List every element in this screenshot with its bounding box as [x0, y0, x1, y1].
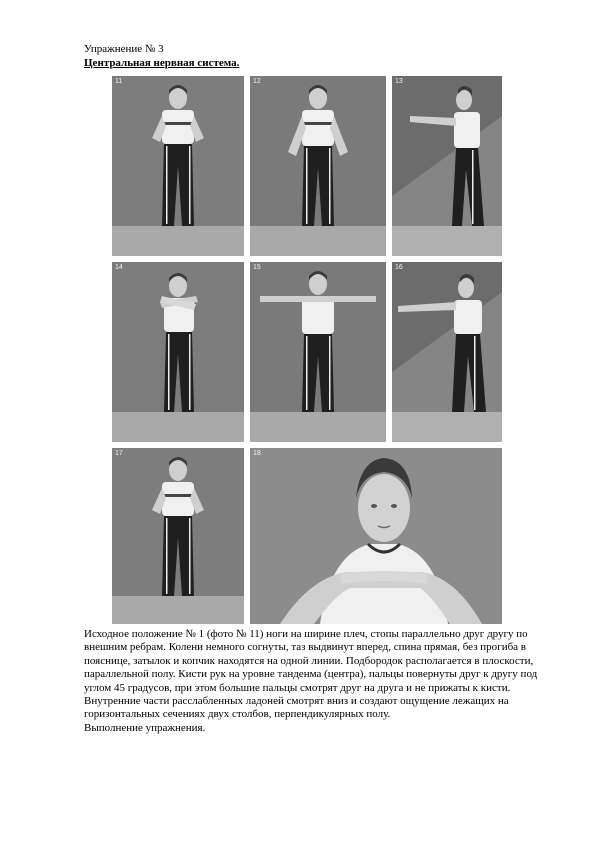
- photo-12: [250, 76, 386, 256]
- photo-number: 12: [253, 78, 261, 85]
- photo-number: 18: [253, 450, 261, 457]
- photo-13-image: [392, 76, 502, 256]
- photo-11: [112, 76, 244, 256]
- exercise-description: [84, 628, 554, 735]
- starting-position-paragraph: Исходное положение № 1 (фото № 11) ноги на ширине плеч, стопы параллельно друг другу по внешним ребрам. Колени немного согнуты, таз выдвинут вперед, спина прямая, без прогиба в пояснице, затылок и копчик находятся на одной линии. Подбородок располагается в плоскости, параллельной полу. Кисти рук на уровне танденма (центра), пальцы повернуты друг к другу под углом 45 градусов, при этом большие пальцы смотрят друг на друга и не прижаты к кисти. Внутренние части расслабленных ладоней смотрят вниз и создают ощущение лежащих на горизонтальных сечениях двух столбов, перпендикулярных полу.: [84, 628, 538, 721]
- photo-18-image: [250, 448, 502, 624]
- photo-number: 17: [115, 450, 123, 457]
- photo-16: [392, 262, 502, 442]
- photo-17-image: [112, 448, 244, 624]
- exercise-subtitle: Центральная нервная система.: [84, 57, 240, 69]
- execution-heading: Выполнение упражнения.: [84, 721, 206, 734]
- photo-12-image: [250, 76, 386, 256]
- photo-number: 13: [395, 78, 403, 85]
- photo-number: 16: [395, 264, 403, 271]
- photo-15: [250, 262, 386, 442]
- photo-18: [250, 448, 502, 624]
- photo-number: 14: [115, 264, 123, 271]
- photo-14: [112, 262, 244, 442]
- photo-14-image: [112, 262, 244, 442]
- exercise-title: Упражнение № 3: [84, 43, 164, 55]
- photo-15-image: [250, 262, 386, 442]
- photo-number: 11: [115, 78, 123, 85]
- photo-number: 15: [253, 264, 261, 271]
- photo-16-image: [392, 262, 502, 442]
- photo-17: [112, 448, 244, 624]
- photo-11-image: [112, 76, 244, 256]
- photo-13: [392, 76, 502, 256]
